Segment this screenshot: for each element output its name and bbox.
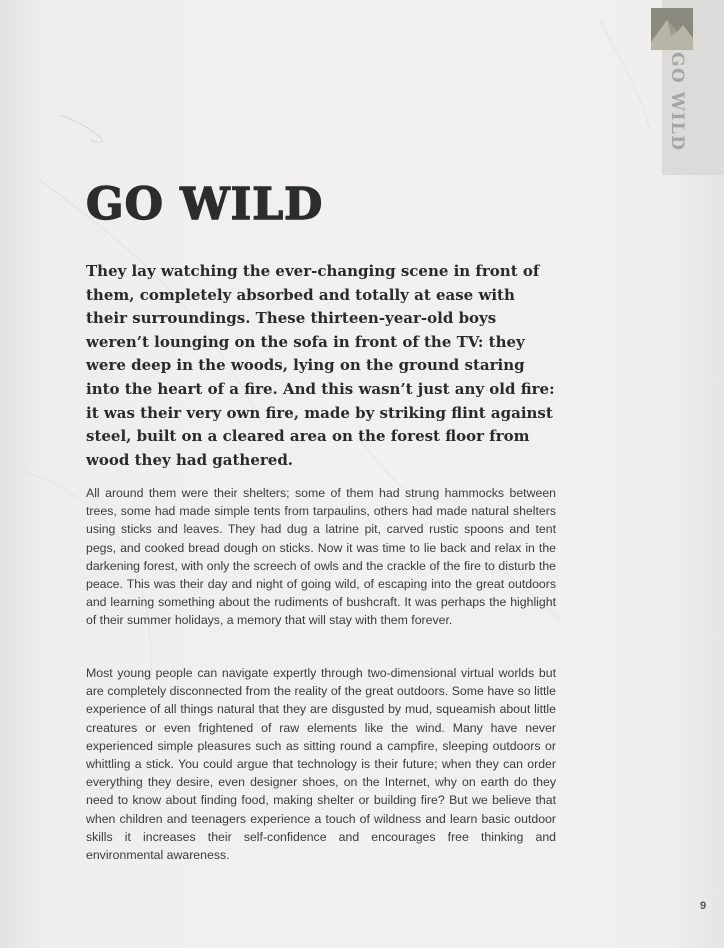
page-number: 9: [700, 900, 707, 912]
intro-paragraph: They lay watching the ever-changing scene in front of them, completely absorbed and totally at ease with their surroundings. These thirteen-year-old boys weren’t lounging on the sofa in front of the TV: they were deep in the woods, lying on the ground staring into the heart of a fire. And this wasn’t just any old fire: it was their very own fire, made by striking flint against steel, built on a cleared area on the forest floor from wood they had gathered.: [86, 262, 555, 469]
body-paragraph: Most young people can navigate expertly through two-dimensional virtual worlds but are completely disconnected from the reality of the great outdoors. Some have so little experience of all things natural that they are disgusted by mud, squeamish about little creatures or even frightened of raw elements like the wind. Many have never experienced simple pleasures such as sitting round a campfire, sleeping outdoors or whittling a stick. You could argue that technology is their future; when they can order everything they desire, even designer shoes, on the Internet, why on earth do they need to know about finding food, making shelter or building fire? But we believe that when children and teenagers experience a touch of wildness and learn basic outdoor skills it increases their self-confidence and encourages free thinking and environmental awareness.: [86, 666, 556, 863]
mountain-icon: [651, 8, 693, 50]
page-title: GO WILD: [86, 179, 324, 230]
section-tab-label: GO WILD: [667, 52, 687, 152]
body-paragraph: All around them were their shelters; some of them had strung hammocks between trees, some had made simple tents from tarpaulins, others had made natural shelters using sticks and leaves. They had dug a latrine pit, carved rustic spoons and tent pegs, and cooked bread dough on sticks. Now it was time to lie back and relax in the darkening forest, with only the screech of owls and the crackle of the fire to disturb the peace. This was their day and night of going wild, of escaping into the great outdoors and learning something about the rudiments of bushcraft. It was perhaps the highlight of their summer holidays, a memory that will stay with them forever.: [86, 486, 556, 628]
